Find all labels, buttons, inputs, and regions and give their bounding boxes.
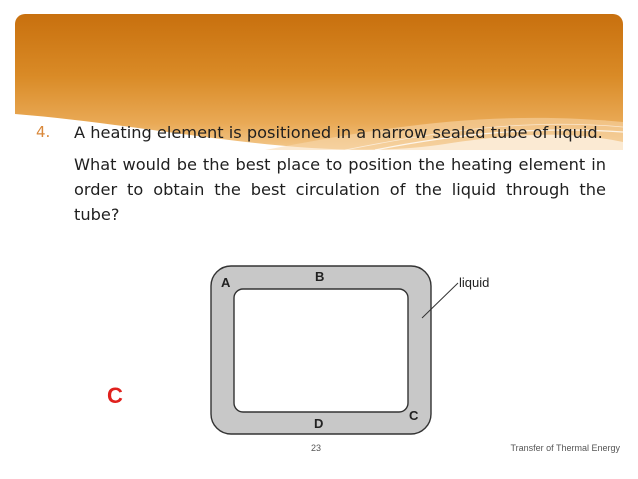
label-b: B <box>315 269 325 284</box>
tube-inner-wall <box>234 289 408 412</box>
question-statement: A heating element is positioned in a narrow sealed tube of liquid. <box>74 123 603 142</box>
question-number: 4. <box>36 123 51 141</box>
footer-title: Transfer of Thermal Energy <box>510 443 620 453</box>
answer-text: C <box>107 383 123 408</box>
page-number: 23 <box>310 443 321 453</box>
question-prompt: What would be the best place to position the heating element in order to obtain the best circulation of the liquid through the tube? <box>74 155 606 224</box>
label-d: D <box>314 416 324 431</box>
label-liquid: liquid <box>459 275 490 290</box>
label-c: C <box>409 408 419 423</box>
label-a: A <box>221 275 231 290</box>
